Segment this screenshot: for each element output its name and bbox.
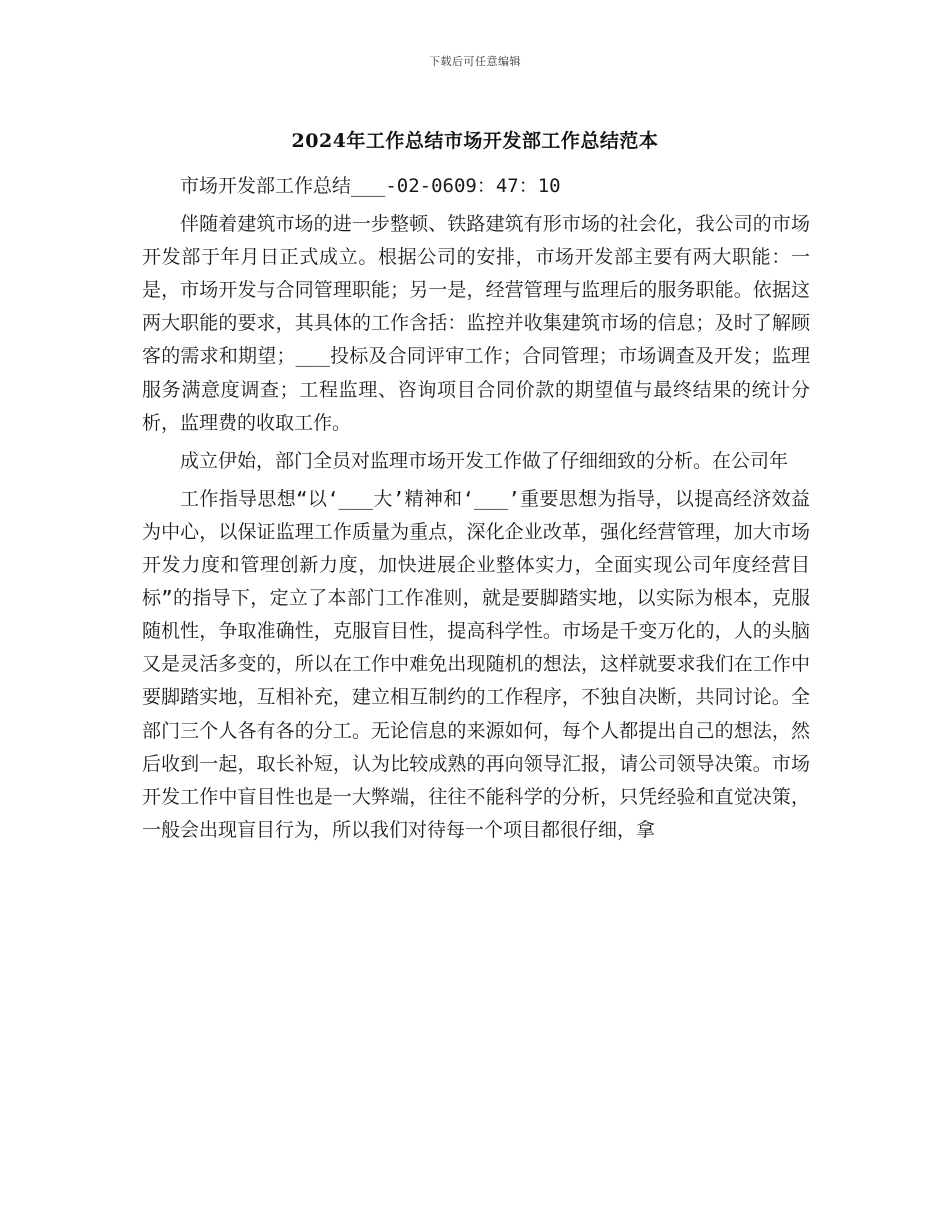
paragraph-dateline: 市场开发部工作总结___-02-0609：47：10 (180, 175, 561, 197)
header-note: 下载后可任意编辑 (429, 55, 521, 68)
paragraph-intro: 伴随着建筑市场的进一步整顿、铁路建筑有形市场的社会化，我公司的市场开发部于年月日正式成立。根据公司的安排，市场开发部主要有两大职能：一是，市场开发与合同管理职能；另一是，经营管理与监理后的服务职能。依据这两大职能的要求，其具体的工作含括：监控并收集建筑市场的信息；及时了解顾客的需求和期望；___投标及合同评审工作；合同管理；市场调查及开发；监理服务满意度调查；工程监理、咨询项目合同价款的期望值与最终结果的统计分析，监理费的收取工作。 (142, 213, 810, 434)
document-body (142, 170, 810, 852)
document-title: 2024年工作总结市场开发部工作总结范本 (291, 130, 659, 152)
paragraph-guiding-ideology: 工作指导思想“以‘___大’精神和‘___’重要思想为指导，以提高经济效益为中心，以保证监理工作质量为重点，深化企业改革，强化经营管理，加大市场开发力度和管理创新力度，加快进展企业整体实力，全面实现公司年度经营目标”的指导下，定立了本部门工作准则，就是要脚踏实地，以实际为根本，克服随机性，争取准确性，克服盲目性，提高科学性。市场是千变万化的，人的头脑又是灵活多变的，所以在工作中难免出现随机的想法，这样就要求我们在工作中要脚踏实地，互相补充，建立相互制约的工作程序，不独自决断，共同讨论。全部门三个人各有各的分工。无论信息的来源如何，每个人都提出自己的想法，然后收到一起，取长补短，认为比较成熟的再向领导汇报，请公司领导决策。市场开发工作中盲目性也是一大弊端，往往不能科学的分析，只凭经验和直觉决策，一般会出现盲目行为，所以我们对待每一个项目都很仔细，拿 (142, 487, 810, 841)
paragraph-analysis: 成立伊始，部门全员对监理市场开发工作做了仔细细致的分析。在公司年 (180, 449, 789, 472)
